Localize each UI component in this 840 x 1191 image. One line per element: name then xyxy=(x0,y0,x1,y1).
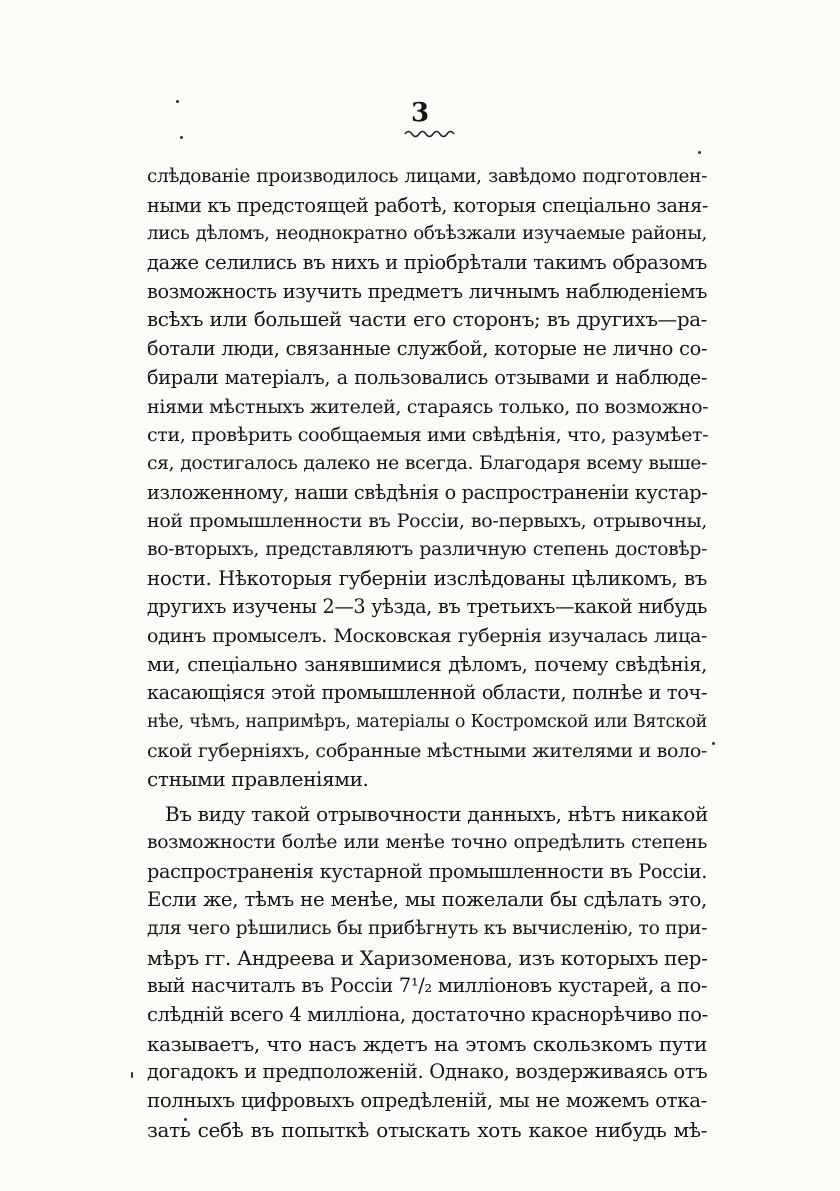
text-body xyxy=(147,163,707,1144)
text-line: распространенія кустарной промышленности въ Россіи. xyxy=(147,859,707,883)
text-line: одинъ промыселъ. Московская губернія изучалась лица- xyxy=(147,625,707,647)
text-line: изложенному, наши свѣдѣнія о распространеніи кустар- xyxy=(147,480,708,504)
print-speck xyxy=(698,151,701,154)
text-line: Въ виду такой отрывочности данныхъ, нѣтъ никакой xyxy=(165,802,708,827)
text-line: другихъ изучены 2—3 уѣзда, въ третьихъ—какой нибудь xyxy=(147,595,707,619)
print-speck xyxy=(176,100,179,103)
text-line: стными правленіями. xyxy=(147,767,369,792)
text-line: казываетъ, что насъ ждетъ на этомъ скользкомъ пути xyxy=(147,1031,707,1056)
text-line: догадокъ и предположеній. Однако, воздерживаясь отъ xyxy=(147,1060,708,1084)
text-line: возможности болѣе или менѣе точно опредѣлить степень xyxy=(147,831,707,853)
print-speck xyxy=(180,136,183,139)
text-line: слѣдній всего 4 милліона, достаточно краснорѣчиво по- xyxy=(147,1002,708,1026)
text-line: сти, провѣрить сообщаемыя ими свѣдѣнія, что, разумѣет- xyxy=(147,424,709,447)
text-line: полныхъ цифровыхъ опредѣленій, мы не можемъ отка- xyxy=(147,1089,707,1112)
text-line: всѣхъ или большей части его сторонъ; въ другихъ—ра- xyxy=(147,308,707,332)
text-line: ной промышленности въ Россіи, во-первыхъ, отрывочны, xyxy=(147,510,707,533)
text-line: слѣдованіе производилось лицами, завѣдомо подготовлен- xyxy=(147,166,707,187)
text-line: ности. Нѣкоторыя губерніи изслѣдованы цѣликомъ, въ xyxy=(147,566,707,590)
text-line: для чего рѣшились бы прибѣгнуть къ вычисленію, то при- xyxy=(147,917,708,939)
text-line: ской губерніяхъ, собранные мѣстными жителями и воло- xyxy=(147,739,707,762)
text-line: ніями мѣстныхъ жителей, стараясь только, по возможно- xyxy=(147,395,709,418)
text-line: мѣръ гг. Андреева и Харизоменова, изъ которыхъ пер- xyxy=(147,945,708,970)
paragraph xyxy=(147,800,707,1144)
paragraph-continued xyxy=(147,163,707,794)
text-line: зать себѣ въ попыткѣ отыскать хоть какое нибудь мѣ- xyxy=(147,1117,707,1142)
text-line: бирали матеріалъ, а пользовались отзывами и наблюде- xyxy=(147,365,707,389)
text-line: даже селились въ нихъ и пріобрѣтали такимъ образомъ xyxy=(147,251,707,275)
print-speck xyxy=(712,742,715,745)
text-line: во-вторыхъ, представляютъ различную степень достовѣр- xyxy=(147,538,707,560)
wavy-rule-ornament xyxy=(404,128,456,138)
text-line: ными къ предстоящей работѣ, которыя спеціально заня- xyxy=(147,193,709,217)
text-line: касающіяся этой промышленной области, полнѣе и точ- xyxy=(147,681,707,705)
text-line: ся, достигалось далеко не всегда. Благодаря всему выше- xyxy=(147,452,707,474)
page-number: 3 xyxy=(410,98,430,128)
text-line: лись дѣломъ, неоднократно объѣзжали изучаемые районы, xyxy=(147,223,707,245)
print-speck xyxy=(131,1072,133,1078)
text-line: ми, спеціально занявшимися дѣломъ, почему свѣдѣнія, xyxy=(147,652,707,676)
text-line: вый насчиталъ въ Россіи 7¹/₂ милліоновъ кустарей, а по- xyxy=(147,974,707,998)
text-line: ботали люди, связанные службой, которые не лично со- xyxy=(147,337,707,361)
text-line: нѣе, чѣмъ, напримѣръ, матеріалы о Костромской или Вятской xyxy=(147,712,707,733)
text-line: возможность изучить предметъ личнымъ наблюденіемъ xyxy=(147,279,707,303)
text-line: Если же, тѣмъ не менѣе, мы пожелали бы сдѣлать это, xyxy=(147,888,707,912)
